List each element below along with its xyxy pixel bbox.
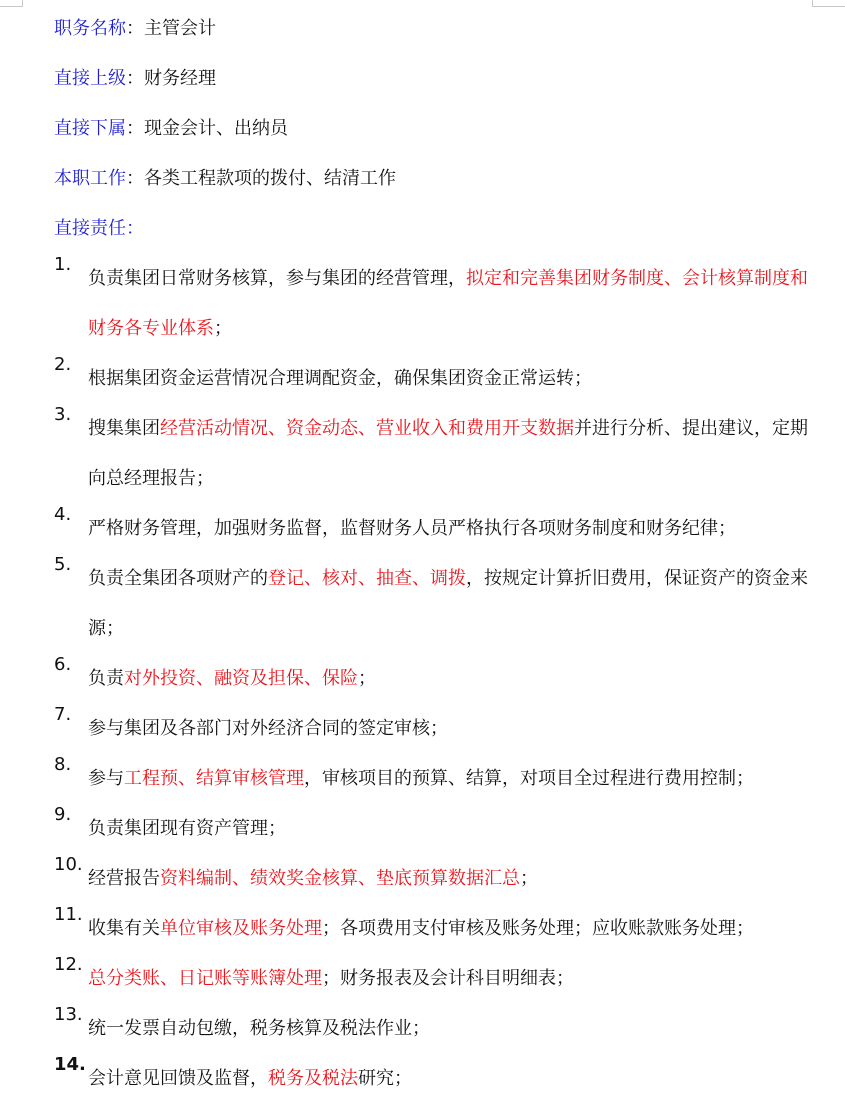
highlighted-text: 登记、核对、抽查、调拨: [268, 568, 466, 589]
responsibility-item: [54, 954, 824, 1004]
job-description-document: [54, 4, 824, 1104]
heading-colon: ：: [126, 218, 144, 239]
responsibility-item: [54, 404, 824, 504]
responsibility-item: [54, 254, 824, 354]
item-text: [88, 654, 824, 704]
item-text-segment: 并进行分析、提出建议，定期向总经理报告；: [88, 418, 808, 489]
item-text: [88, 704, 824, 754]
responsibility-item: [54, 754, 824, 804]
item-number: 6.: [54, 654, 72, 675]
item-text-segment: 负责全集团各项财产的: [88, 568, 268, 589]
field-row-main-duty: [54, 154, 824, 204]
field-colon: ：: [126, 18, 144, 39]
responsibility-item: [54, 804, 824, 854]
item-text-segment: ；: [358, 668, 376, 689]
field-label: 直接上级: [54, 68, 126, 89]
item-text: [88, 754, 824, 804]
field-value: 各类工程款项的拨付、结清工作: [144, 168, 396, 189]
item-text: [88, 254, 824, 354]
responsibility-item: [54, 554, 824, 654]
item-text-segment: ，按规定计算折旧费用，保证资产的资金来源；: [88, 568, 808, 639]
item-number: 12.: [54, 954, 83, 975]
field-colon: ：: [126, 168, 144, 189]
highlighted-text: 单位审核及账务处理: [160, 918, 322, 939]
item-text: [88, 854, 824, 904]
item-number: 13.: [54, 1004, 83, 1025]
item-text-segment: ；: [520, 868, 538, 889]
item-number: 3.: [54, 404, 72, 425]
item-number: 8.: [54, 754, 72, 775]
item-text-segment: ；: [214, 318, 232, 339]
item-text-segment: 负责: [88, 668, 124, 689]
item-text: [88, 404, 824, 504]
responsibility-item: [54, 654, 824, 704]
responsibilities-heading: [54, 204, 824, 254]
item-text: [88, 954, 824, 1004]
item-text: [88, 504, 824, 554]
highlighted-text: 经营活动情况、资金动态、营业收入和费用开支数据: [160, 418, 574, 439]
item-text-segment: ；各项费用支付审核及账务处理；应收账款账务处理；: [322, 918, 754, 939]
item-text-segment: ，审核项目的预算、结算，对项目全过程进行费用控制；: [304, 768, 754, 789]
item-number: 1.: [54, 254, 72, 275]
field-value: 财务经理: [144, 68, 216, 89]
field-row-subordinates: [54, 104, 824, 154]
item-number: 2.: [54, 354, 72, 375]
item-number: 14.: [54, 1054, 86, 1075]
item-text-segment: 参与集团及各部门对外经济合同的签定审核；: [88, 718, 448, 739]
item-text: [88, 354, 824, 404]
item-text: [88, 554, 824, 654]
field-label: 本职工作: [54, 168, 126, 189]
item-text-segment: 经营报告: [88, 868, 160, 889]
item-text-segment: 负责集团现有资产管理；: [88, 818, 286, 839]
field-value: 现金会计、出纳员: [144, 118, 288, 139]
highlighted-text: 拟定和完善集团财务制度、会计核算制度和财务各专业体系: [88, 268, 808, 339]
item-text-segment: 负责集团日常财务核算，参与集团的经营管理，: [88, 268, 466, 289]
item-text: [88, 1054, 824, 1104]
responsibility-item: [54, 904, 824, 954]
field-label: 职务名称: [54, 18, 126, 39]
item-text-segment: 会计意见回馈及监督，: [88, 1068, 268, 1089]
item-number: 5.: [54, 554, 72, 575]
highlighted-text: 对外投资、融资及担保、保险: [124, 668, 358, 689]
item-text-segment: 收集有关: [88, 918, 160, 939]
highlighted-text: 税务及税法: [268, 1068, 358, 1089]
field-value: 主管会计: [144, 18, 216, 39]
responsibility-item: [54, 354, 824, 404]
field-row-title: [54, 4, 824, 54]
item-number: 11.: [54, 904, 83, 925]
field-colon: ：: [126, 68, 144, 89]
item-text-segment: ；财务报表及会计科目明细表；: [322, 968, 574, 989]
item-number: 4.: [54, 504, 72, 525]
responsibility-item: [54, 1054, 824, 1104]
item-text: [88, 804, 824, 854]
responsibility-item: [54, 854, 824, 904]
responsibility-item: [54, 704, 824, 754]
highlighted-text: 资料编制、绩效奖金核算、垫底预算数据汇总: [160, 868, 520, 889]
item-text-segment: 研究；: [358, 1068, 412, 1089]
responsibility-item: [54, 1004, 824, 1054]
responsibility-item: [54, 504, 824, 554]
field-colon: ：: [126, 118, 144, 139]
item-text-segment: 统一发票自动包缴，税务核算及税法作业；: [88, 1018, 430, 1039]
item-number: 9.: [54, 804, 72, 825]
highlighted-text: 工程预、结算审核管理: [124, 768, 304, 789]
field-label: 直接下属: [54, 118, 126, 139]
item-text-segment: 参与: [88, 768, 124, 789]
item-number: 7.: [54, 704, 72, 725]
item-text: [88, 904, 824, 954]
item-text-segment: 严格财务管理，加强财务监督，监督财务人员严格执行各项财务制度和财务纪律；: [88, 518, 736, 539]
page-corner-mark-left: [0, 0, 23, 7]
item-text: [88, 1004, 824, 1054]
responsibilities-label: 直接责任: [54, 218, 126, 239]
item-text-segment: 搜集集团: [88, 418, 160, 439]
field-row-superior: [54, 54, 824, 104]
item-text-segment: 根据集团资金运营情况合理调配资金，确保集团资金正常运转；: [88, 368, 592, 389]
responsibilities-list: [54, 254, 824, 1104]
highlighted-text: 总分类账、日记账等账簿处理: [88, 968, 322, 989]
item-number: 10.: [54, 854, 83, 875]
